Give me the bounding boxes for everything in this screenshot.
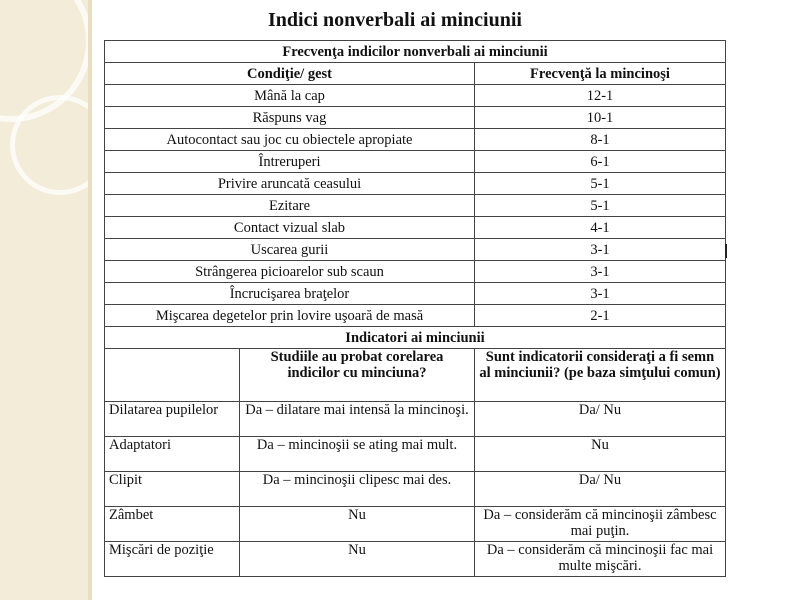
gesture-cell: Răspuns vag xyxy=(105,107,475,129)
gesture-cell: Încrucişarea braţelor xyxy=(105,283,475,305)
gesture-cell: Privire aruncată ceasului xyxy=(105,173,475,195)
studies-cell: Nu xyxy=(240,507,475,542)
frequency-cell: 10-1 xyxy=(475,107,726,129)
edge-mark xyxy=(725,244,727,258)
indicator-cell: Adaptatori xyxy=(105,437,240,472)
gesture-cell: Ezitare xyxy=(105,195,475,217)
table-row xyxy=(105,129,726,151)
gesture-cell: Strângerea picioarelor sub scaun xyxy=(105,261,475,283)
frequency-cell: 5-1 xyxy=(475,173,726,195)
table2-heading-row xyxy=(105,327,726,349)
table-row xyxy=(105,239,726,261)
common-sense-cell: Nu xyxy=(475,437,726,472)
gesture-cell: Contact vizual slab xyxy=(105,217,475,239)
studies-cell: Da – dilatare mai intensă la mincinoşi. xyxy=(240,402,475,437)
frequency-cell: 5-1 xyxy=(475,195,726,217)
table-row xyxy=(105,402,726,437)
table1-header-row xyxy=(105,63,726,85)
studies-cell: Da – mincinoşii se ating mai mult. xyxy=(240,437,475,472)
column-header-studies: Studiile au probat corelarea indicilor cu minciuna? xyxy=(240,349,475,402)
frequency-cell: 12-1 xyxy=(475,85,726,107)
table-row xyxy=(105,542,726,577)
table-row xyxy=(105,107,726,129)
frequency-cell: 3-1 xyxy=(475,283,726,305)
column-header-indicator xyxy=(105,349,240,402)
column-header-frequency: Frecvenţă la mincinoşi xyxy=(475,63,726,85)
panel-edge xyxy=(88,0,92,600)
table-row xyxy=(105,283,726,305)
table-row xyxy=(105,151,726,173)
table-row xyxy=(105,195,726,217)
table-row xyxy=(105,305,726,327)
table1-heading-row xyxy=(105,41,726,63)
studies-cell: Nu xyxy=(240,542,475,577)
lie-indicators-table xyxy=(104,40,726,577)
indicator-cell: Clipit xyxy=(105,472,240,507)
gesture-cell: Autocontact sau joc cu obiectele apropiate xyxy=(105,129,475,151)
indicator-cell: Dilatarea pupilelor xyxy=(105,402,240,437)
frequency-cell: 3-1 xyxy=(475,261,726,283)
studies-cell: Da – mincinoşii clipesc mai des. xyxy=(240,472,475,507)
common-sense-cell: Da/ Nu xyxy=(475,402,726,437)
table2-header-row xyxy=(105,349,726,402)
table2-heading: Indicatori ai minciunii xyxy=(105,327,726,349)
table1-heading: Frecvenţa indicilor nonverbali ai minciunii xyxy=(105,41,726,63)
indicator-cell: Mişcări de poziţie xyxy=(105,542,240,577)
table-row xyxy=(105,85,726,107)
frequency-cell: 6-1 xyxy=(475,151,726,173)
common-sense-cell: Da/ Nu xyxy=(475,472,726,507)
slide-title: Indici nonverbali ai minciunii xyxy=(268,9,522,31)
table-row xyxy=(105,472,726,507)
gesture-cell: Mână la cap xyxy=(105,85,475,107)
common-sense-cell: Da – considerăm că mincinoşii zâmbesc mai puţin. xyxy=(475,507,726,542)
gesture-cell: Uscarea gurii xyxy=(105,239,475,261)
frequency-cell: 3-1 xyxy=(475,239,726,261)
table-row xyxy=(105,261,726,283)
common-sense-cell: Da – considerăm că mincinoşii fac mai multe mişcări. xyxy=(475,542,726,577)
column-header-gesture: Condiţie/ gest xyxy=(105,63,475,85)
table-row xyxy=(105,217,726,239)
table-row xyxy=(105,507,726,542)
indicator-cell: Zâmbet xyxy=(105,507,240,542)
frequency-cell: 4-1 xyxy=(475,217,726,239)
decorative-side-panel xyxy=(0,0,88,600)
frequency-cell: 2-1 xyxy=(475,305,726,327)
table-row xyxy=(105,437,726,472)
gesture-cell: Întreruperi xyxy=(105,151,475,173)
column-header-common-sense: Sunt indicatorii consideraţi a fi semn al minciunii? (pe baza simţului comun) xyxy=(475,349,726,402)
table-row xyxy=(105,173,726,195)
gesture-cell: Mişcarea degetelor prin lovire uşoară de masă xyxy=(105,305,475,327)
frequency-cell: 8-1 xyxy=(475,129,726,151)
